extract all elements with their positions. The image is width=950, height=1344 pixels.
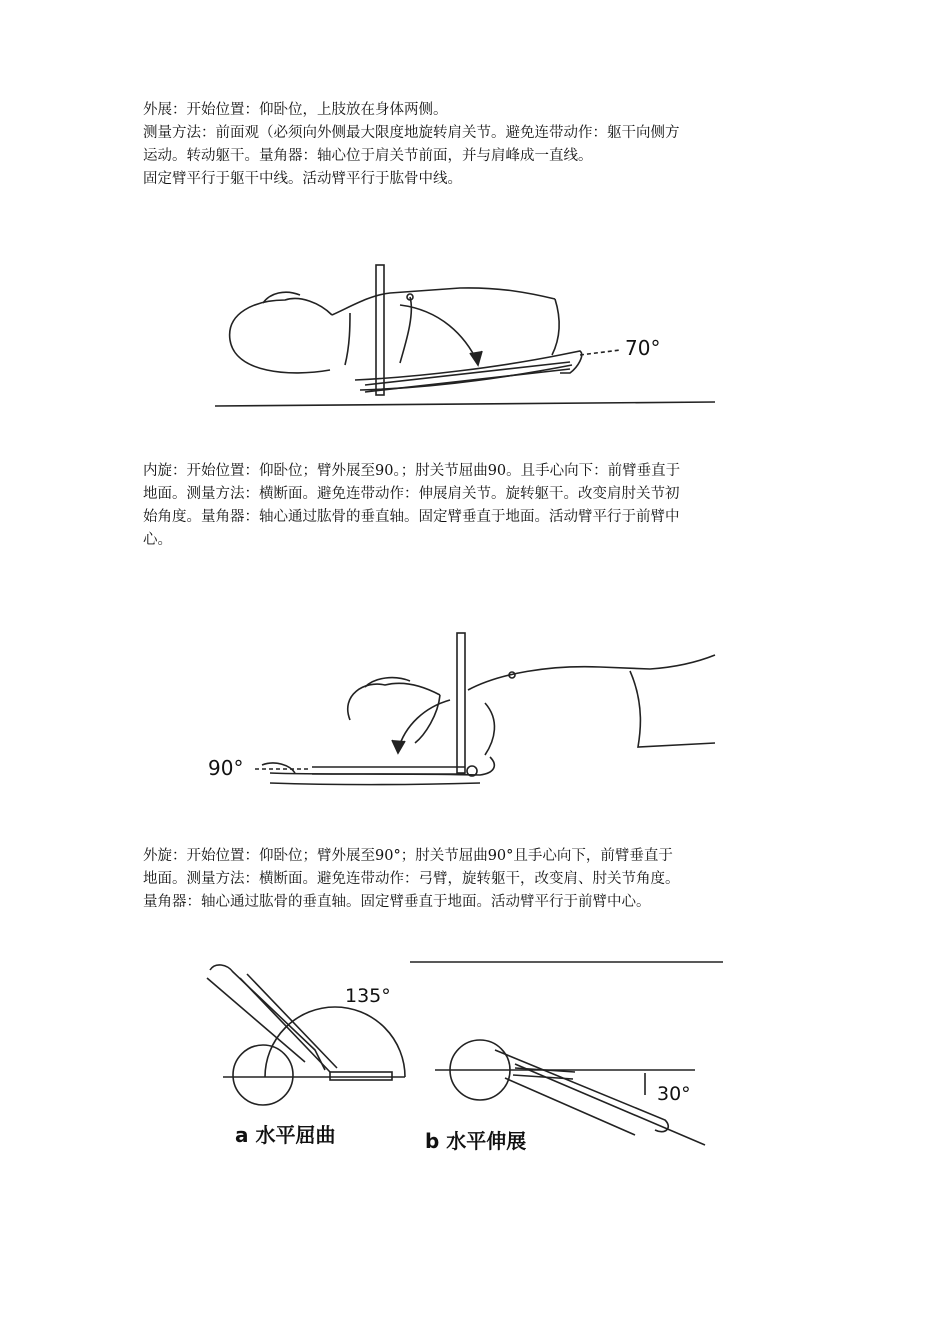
text-line: 运动。转动躯干。量角器：轴心位于肩关节前面，并与肩峰成一直线。 (143, 148, 593, 164)
figure-abduction-drawing (200, 255, 740, 420)
section1-text (143, 99, 783, 191)
text-line: 始角度。量角器：轴心通过肱骨的垂直轴。固定臂垂直于地面。活动臂平行于前臂中 (143, 509, 680, 525)
text-line: 地面。测量方法：横断面。避免连带动作：伸展肩关节。旋转躯干。改变肩肘关节初 (143, 486, 680, 502)
figure-horizontal-motion (195, 950, 730, 1160)
text-line: 地面。测量方法：横断面。避免连带动作：弓臂，旋转躯干，改变肩、肘关节角度。 (143, 871, 680, 887)
section2-text (143, 460, 783, 552)
text-line: 量角器：轴心通过肱骨的垂直轴。固定臂垂直于地面。活动臂平行于前臂中心。 (143, 894, 651, 910)
figure-abduction (200, 255, 740, 420)
text-line: 内旋：开始位置：仰卧位；臂外展至90。；肘关节屈曲90。且手心向下：前臂垂直于 (143, 463, 681, 479)
angle-label-b: 30° (657, 1083, 691, 1105)
figure-internal-rotation (200, 625, 730, 800)
figure-horizontal-motion-drawing (195, 950, 730, 1160)
text-line: 固定臂平行于躯干中线。活动臂平行于肱骨中线。 (143, 171, 462, 187)
text-line: 心。 (143, 532, 172, 548)
angle-label: 90° (208, 756, 244, 780)
text-line: 测量方法：前面观（必须向外侧最大限度地旋转肩关节。避免连带动作：躯干向侧方 (143, 125, 680, 141)
text-line: 外旋：开始位置：仰卧位；臂外展至90°；肘关节屈曲90°且手心向下，前臂垂直于 (143, 848, 673, 864)
section3-text (143, 845, 783, 914)
angle-label-a: 135° (345, 985, 391, 1007)
caption-a: a 水平屈曲 (235, 1123, 336, 1147)
figure-internal-rotation-drawing (200, 625, 730, 800)
caption-b: b 水平伸展 (425, 1129, 527, 1153)
text-line: 外展：开始位置：仰卧位，上肢放在身体两侧。 (143, 102, 448, 118)
angle-label: 70° (625, 336, 661, 360)
